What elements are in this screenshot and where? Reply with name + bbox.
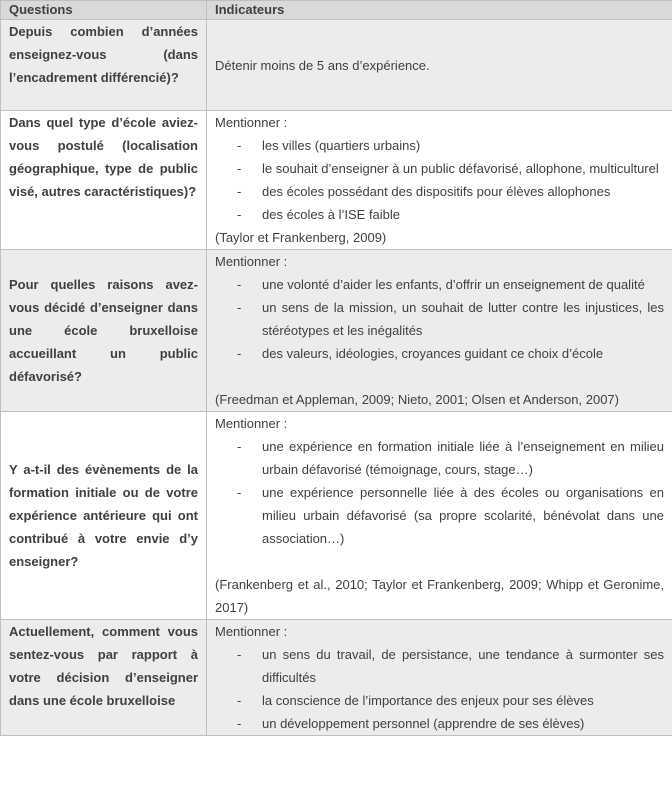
table-row: [1, 20, 672, 111]
list-item: - le souhait d’enseigner à un public défavorisé, allophone, multiculturel: [237, 161, 659, 176]
indicator-intro: Mentionner :: [215, 115, 288, 130]
table-row: [1, 111, 672, 250]
list-item: - des écoles à l’ISE faible: [237, 207, 401, 222]
list-item: - une volonté d’aider les enfants, d’offrir un enseignement de qualité: [237, 277, 645, 292]
indicator-list: [215, 643, 664, 735]
list-item: - la conscience de l’importance des enjeux pour ses élèves: [237, 693, 594, 708]
list-item: - les villes (quartiers urbains): [237, 138, 421, 153]
question-cell: Actuellement, comment vous sentez-vous par rapport à votre décision d’enseigner dans une école bruxelloise: [1, 620, 207, 736]
header-questions: Questions: [1, 1, 207, 20]
indicator-list: [215, 435, 664, 550]
indicator-cell: [207, 412, 672, 620]
indicator-cell: [207, 250, 672, 412]
question-cell: Depuis combien d’années enseignez-vous (dans l’encadrement différencié)?: [1, 20, 207, 111]
list-item: - un sens de la mission, un souhait de lutter contre les injustices, les stéréotypes et les inégalités: [237, 300, 664, 338]
list-item: - des écoles possédant des dispositifs pour élèves allophones: [237, 184, 611, 199]
list-item: - une expérience personnelle liée à des écoles ou organisations en milieu urbain défavorisé (sa propre scolarité, bénévolat dans une association…): [237, 485, 664, 546]
list-item: - des valeurs, idéologies, croyances guidant ce choix d’école: [237, 346, 604, 361]
table-row: [1, 412, 672, 620]
indicator-intro: Mentionner :: [215, 624, 288, 639]
indicator-intro: Mentionner :: [215, 254, 288, 269]
question-cell: Y a-t-il des évènements de la formation initiale ou de votre expérience antérieure qui ont contribué à votre envie d’y enseigner?: [1, 412, 207, 620]
reference: (Taylor et Frankenberg, 2009): [215, 230, 387, 245]
indicator-list: [215, 273, 664, 365]
indicator-list: [215, 134, 664, 226]
question-cell: Pour quelles raisons avez-vous décidé d’enseigner dans une école bruxelloise accueillant un public défavorisé?: [1, 250, 207, 412]
question-cell: Dans quel type d’école aviez-vous postulé (localisation géographique, type de public visé, autres caractéristiques)?: [1, 111, 207, 250]
table-row: [1, 250, 672, 412]
indicator-text: Détenir moins de 5 ans d’expérience.: [215, 57, 430, 73]
indicator-intro: Mentionner :: [215, 416, 288, 431]
reference: (Freedman et Appleman, 2009; Nieto, 2001; Olsen et Anderson, 2007): [215, 392, 619, 407]
indicator-cell: [207, 20, 672, 111]
list-item: - un sens du travail, de persistance, une tendance à surmonter ses difficultés: [237, 647, 664, 685]
indicator-cell: [207, 620, 672, 736]
header-indicators: Indicateurs: [207, 1, 672, 20]
table-row: [1, 620, 672, 736]
list-item: - une expérience en formation initiale liée à l’enseignement en milieu urbain défavorisé (témoignage, cours, stage…): [237, 439, 664, 477]
indicator-cell: [207, 111, 672, 250]
list-item: - un développement personnel (apprendre de ses élèves): [237, 716, 585, 731]
reference: (Frankenberg et al., 2010; Taylor et Frankenberg, 2009; Whipp et Geronime, 2017): [215, 577, 664, 615]
header-row: [1, 1, 672, 20]
